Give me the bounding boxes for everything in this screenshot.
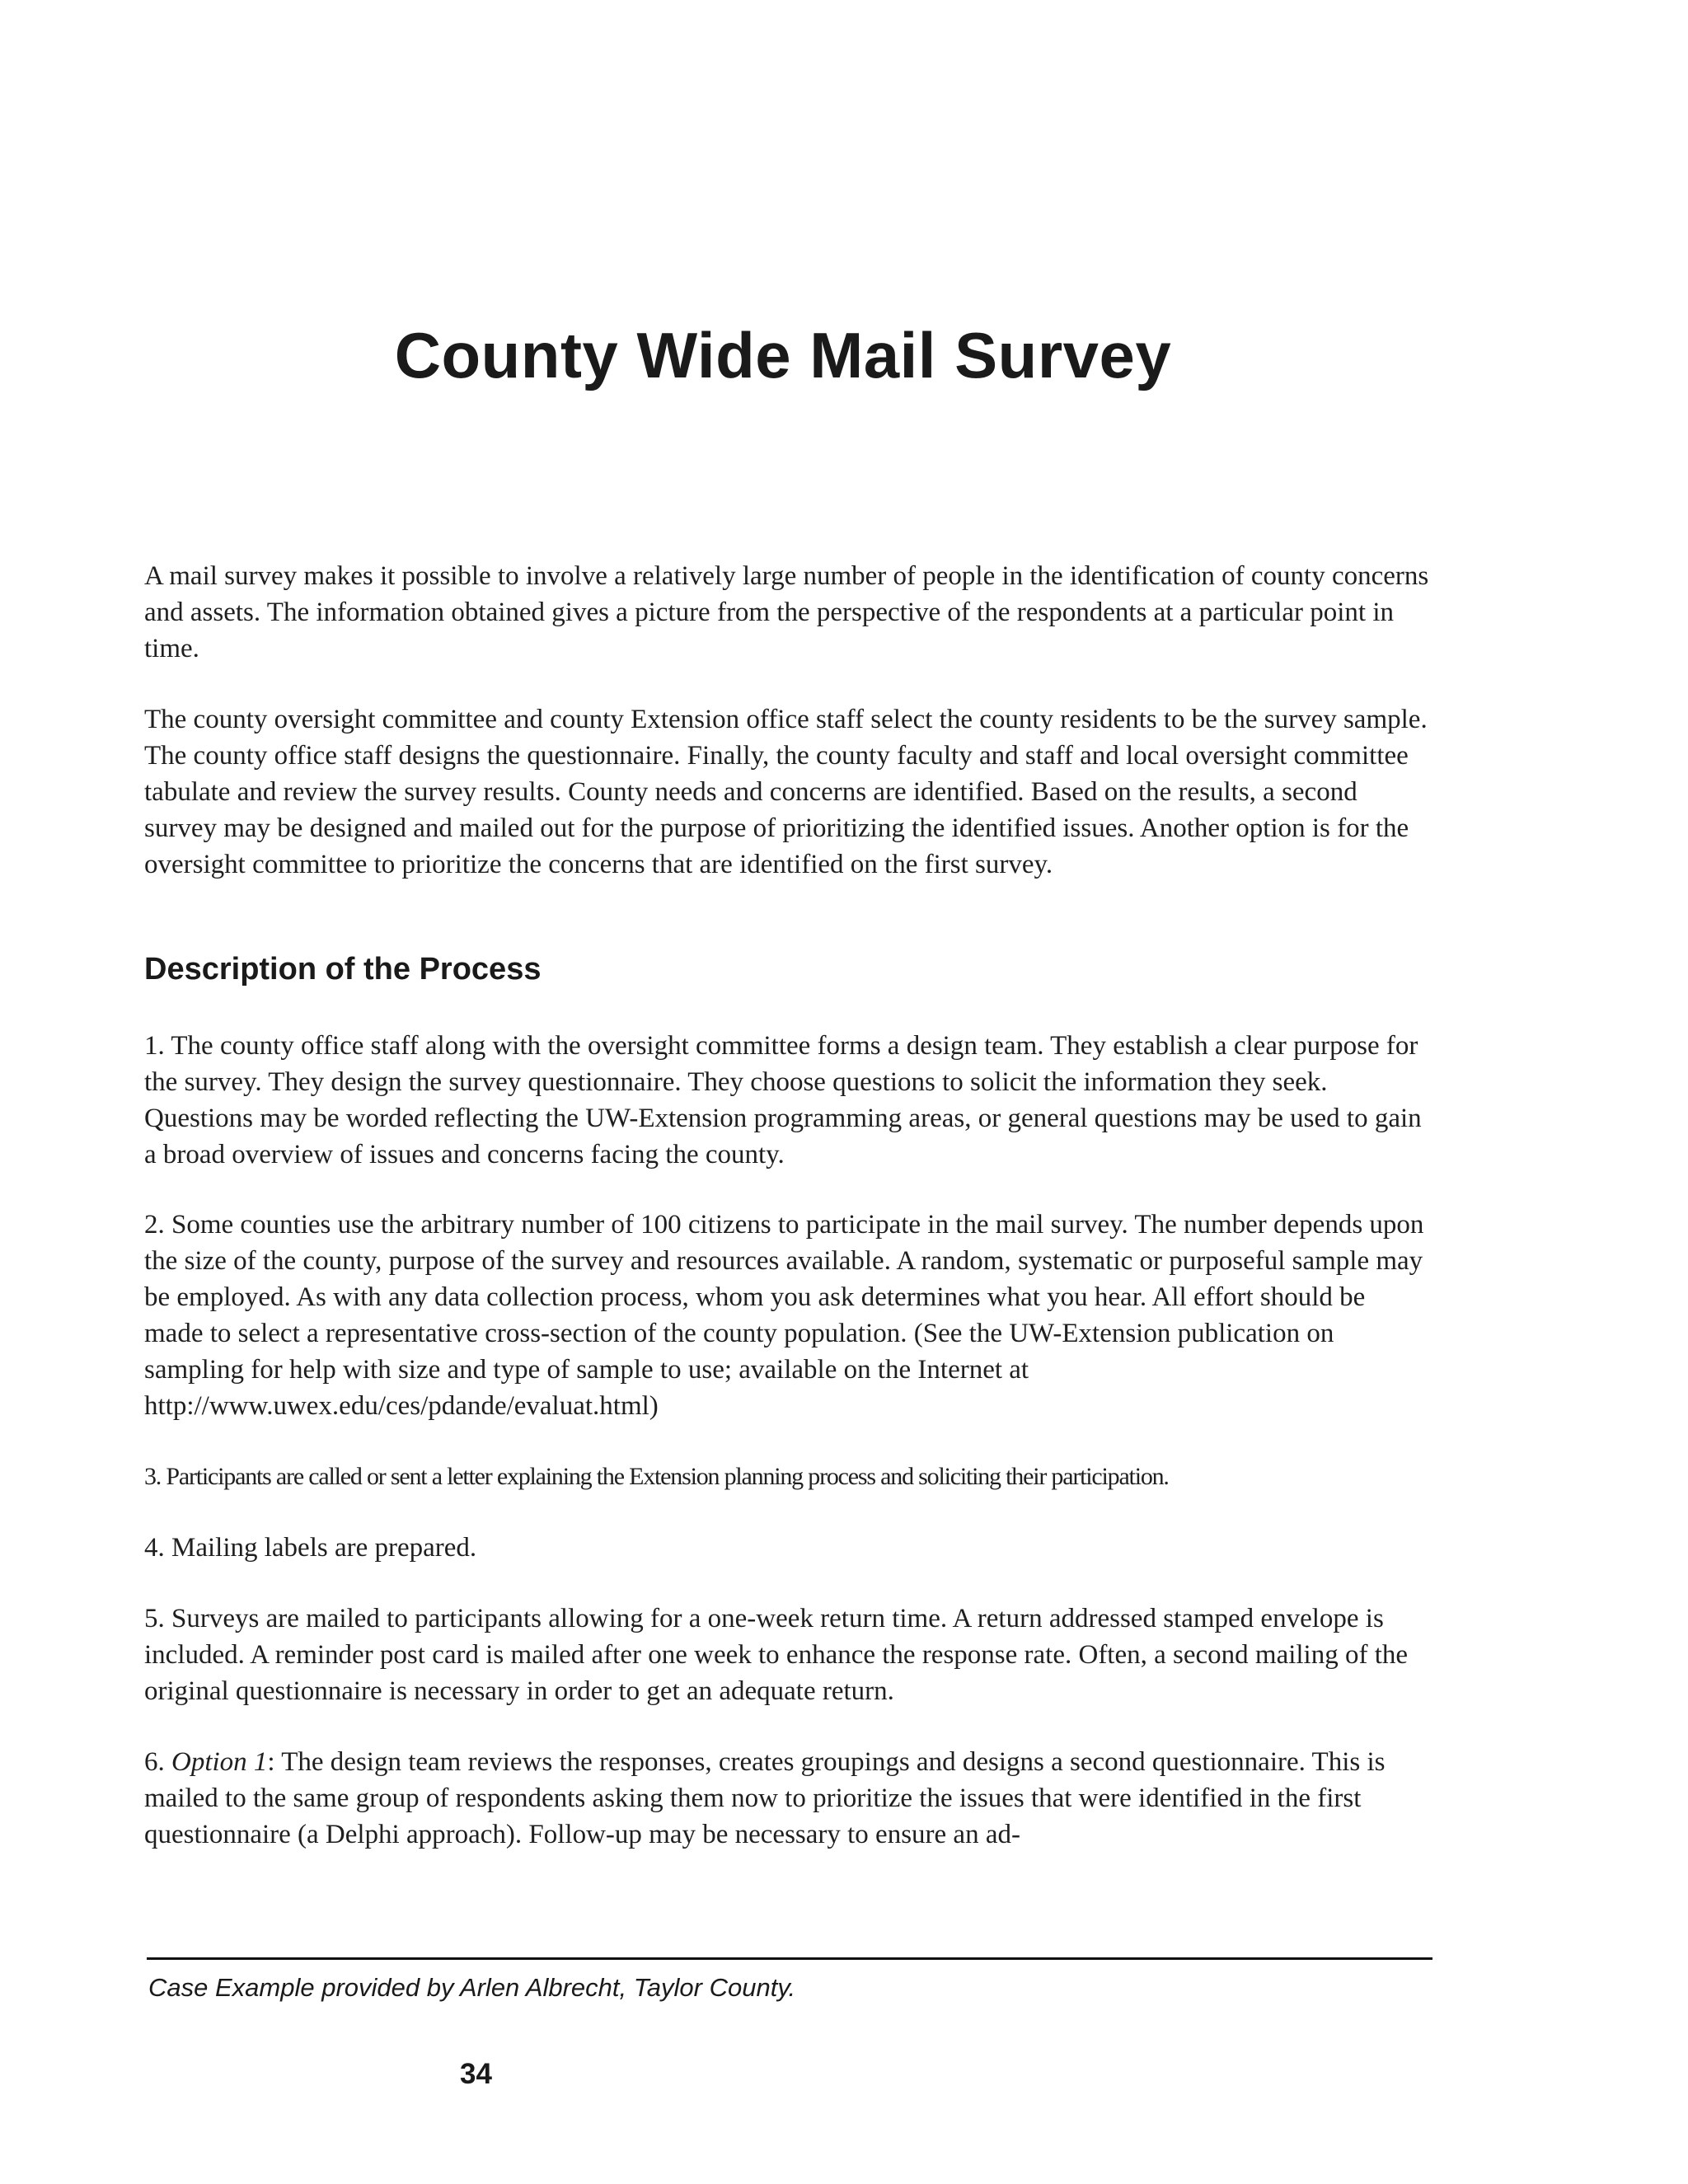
intro-paragraph: A mail survey makes it possible to involve a relatively large number of people in the identification of county concerns and assets. The information obtained gives a picture from the perspective of the respondents at a particular point in time. (144, 561, 1429, 663)
process-step-3: 3. Participants are called or sent a letter explaining the Extension planning process and soliciting their participation. (144, 1463, 1169, 1490)
process-step-4: 4. Mailing labels are prepared. (144, 1533, 477, 1563)
page-number: 34 (460, 2058, 492, 2090)
step-number: 6. (144, 1747, 171, 1777)
intro-paragraph: The county oversight committee and county Extension office staff select the county residents to be the survey sample. The county office staff designs the questionnaire. Finally, the county faculty and staff and local oversight committee tabulate and review the survey results. County needs and concerns are identified. Based on the results, a second survey may be designed and mailed out for the purpose of prioritizing the identified issues. Another option is for the oversight committee to prioritize the concerns that are identified on the first survey. (144, 705, 1428, 879)
process-step-2: 2. Some counties use the arbitrary number of 100 citizens to participate in the mail survey. The number depends upon the size of the county, purpose of the survey and resources available. A random, systematic or purposeful sample may be employed. As with any data collection process, whom you ask determines what you hear. All effort should be made to select a representative cross-section of the county population. (See the UW-Extension publication on sampling for help with size and type of sample to use; available on the Internet at http://www.uwex.edu/ces/pdande/evaluat.html) (144, 1210, 1424, 1421)
page-title: County Wide Mail Survey (394, 319, 1172, 391)
process-step-5: 5. Surveys are mailed to participants allowing for a one-week return time. A return addressed stamped envelope is included. A reminder post card is mailed after one week to enhance the response rate. Often, a second mailing of the original questionnaire is necessary in order to get an adequate return. (144, 1604, 1409, 1706)
option-label: Option 1 (171, 1747, 268, 1777)
footnote: Case Example provided by Arlen Albrecht, Taylor County. (148, 1973, 796, 2002)
footnote-divider (147, 1957, 1432, 1960)
process-step-6 (144, 1744, 1430, 1853)
process-step-1: 1. The county office staff along with the oversight committee forms a design team. They establish a clear purpose for the survey. They design the survey questionnaire. They choose questions to solicit the information they seek. Questions may be worded reflecting the UW-Extension programming areas, or general questions may be used to gain a broad overview of issues and concerns facing the county. (144, 1031, 1422, 1169)
step-text: : The design team reviews the responses, creates groupings and designs a second questionnaire. This is mailed to the same group of respondents asking them now to prioritize the issues that were identified in the first questionnaire (a Delphi approach). Follow-up may be necessary to ensure an ad- (144, 1747, 1386, 1849)
section-heading: Description of the Process (144, 952, 542, 987)
